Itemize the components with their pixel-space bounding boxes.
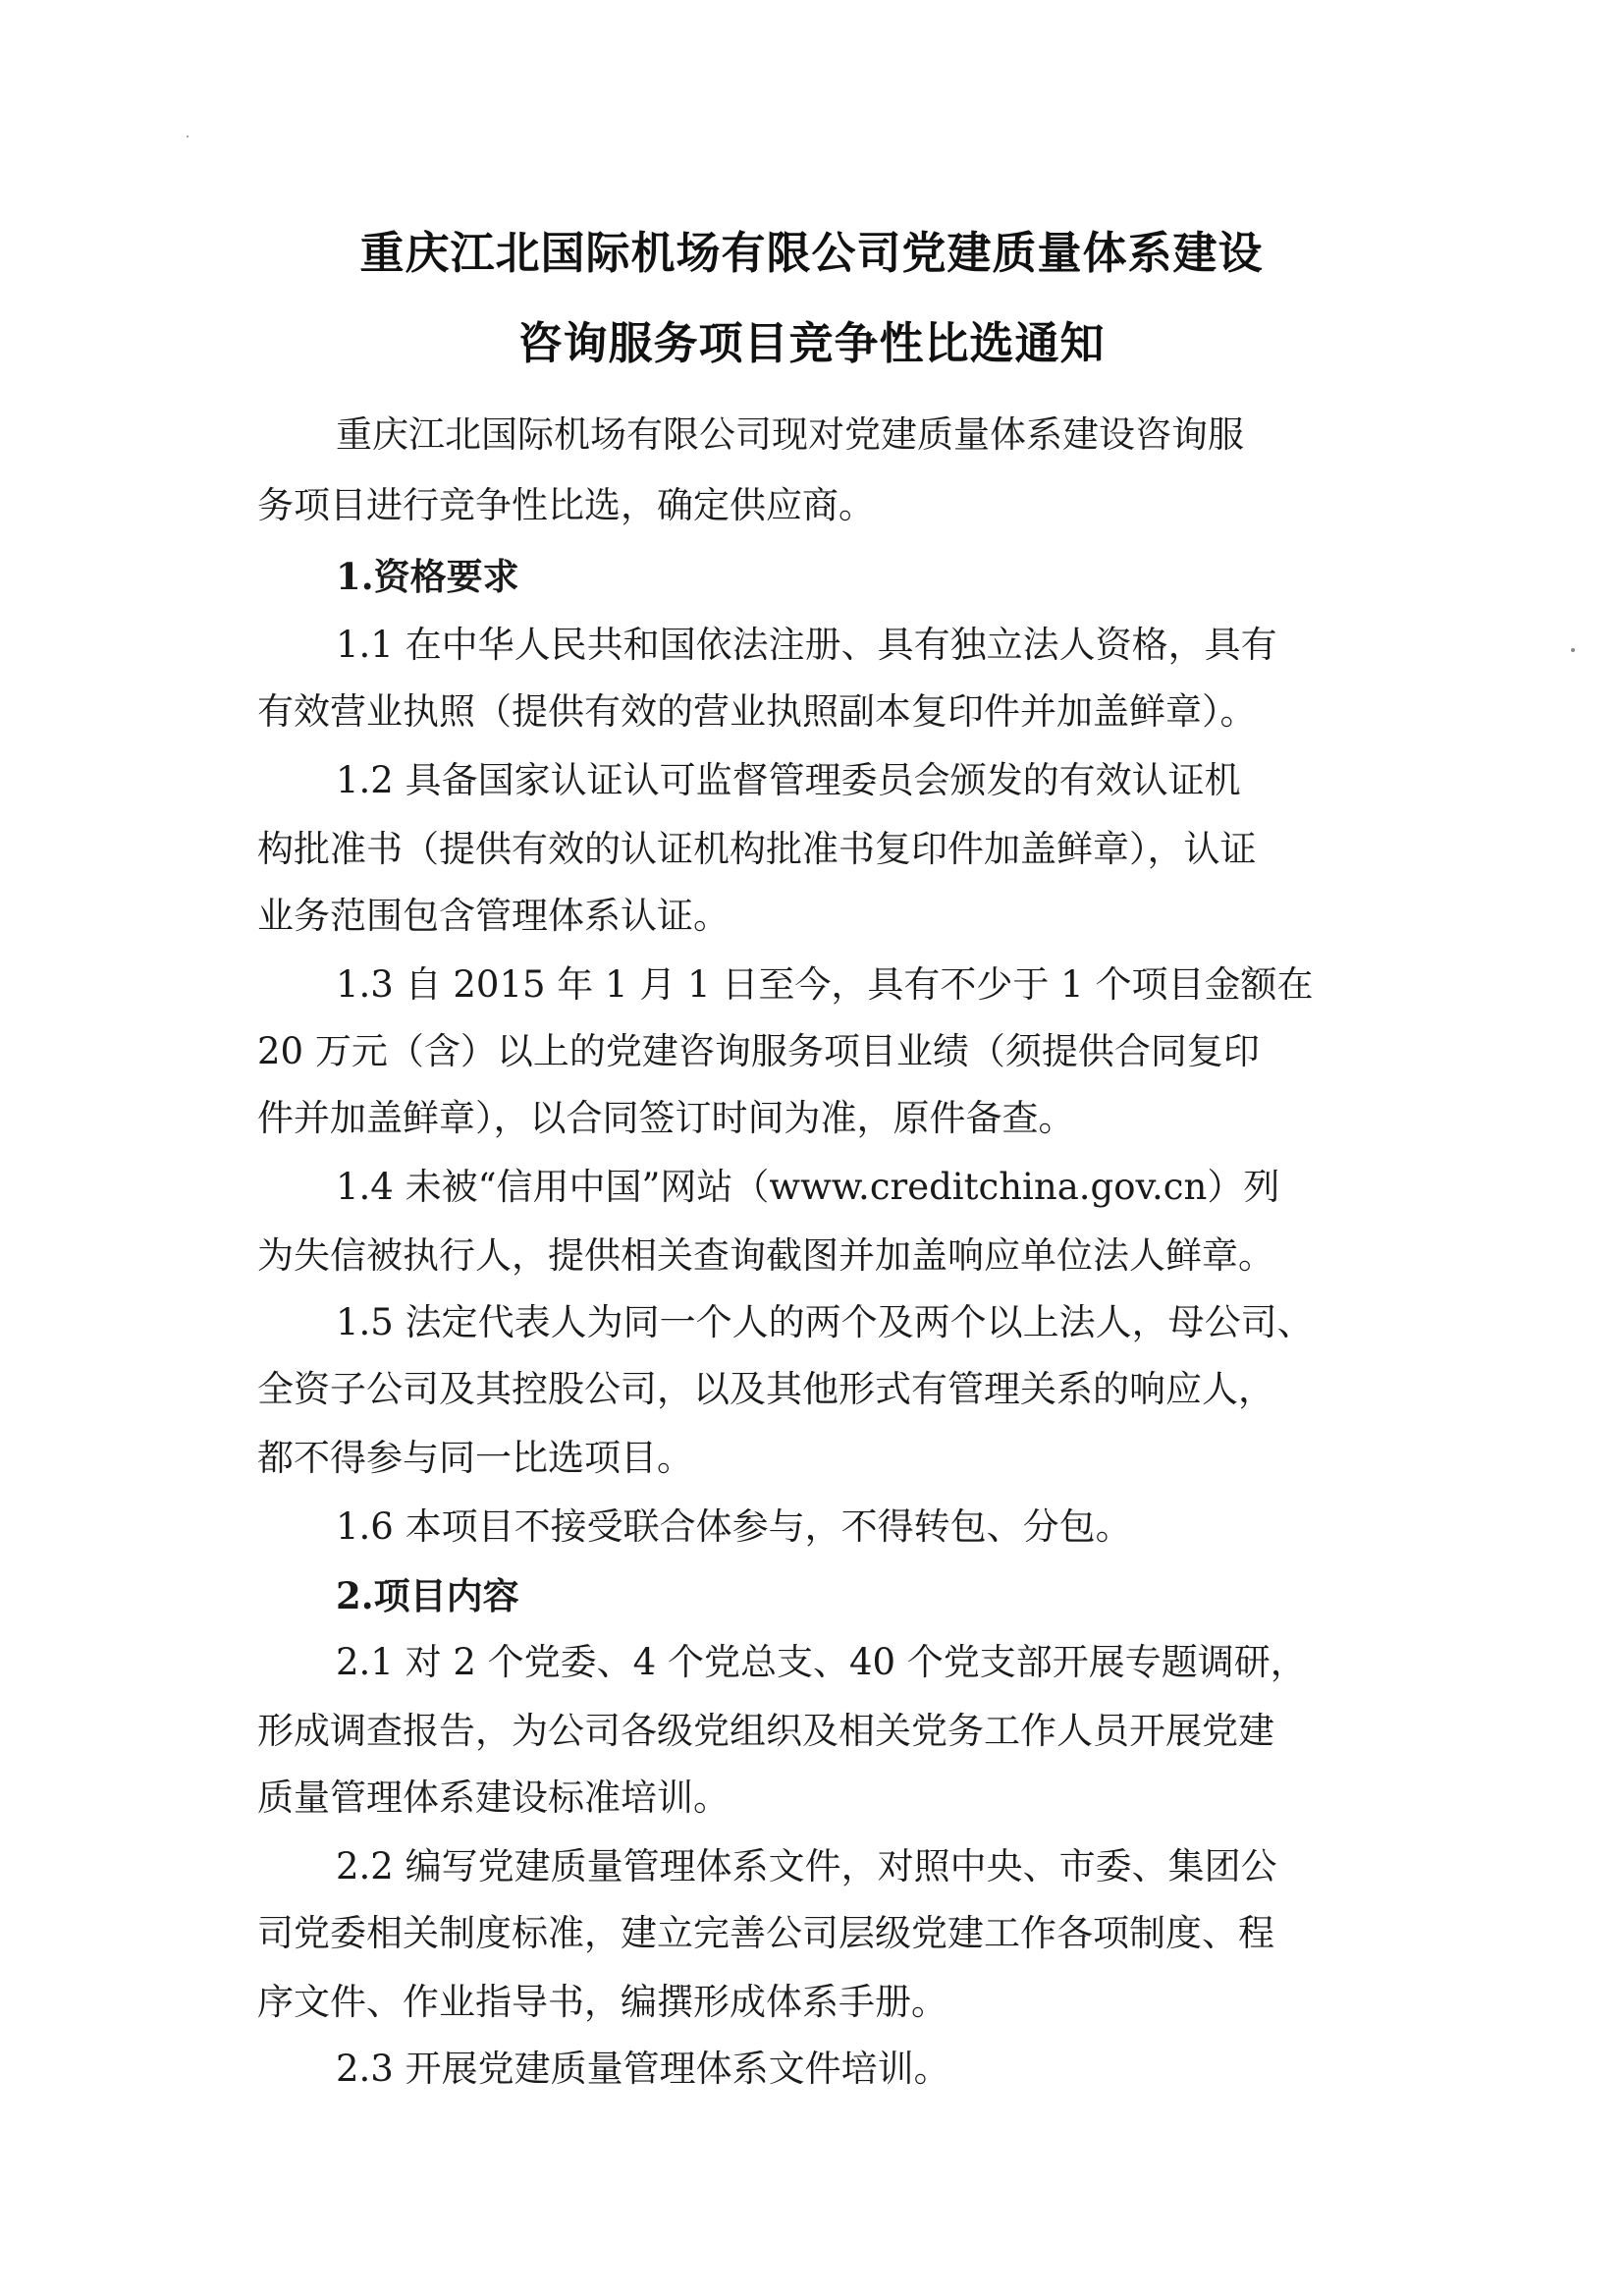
scan-speck	[187, 136, 189, 137]
body-line: 2.3 开展党建质量管理体系文件培训。	[336, 2048, 950, 2090]
body-line: 都不得参与同一比选项目。	[257, 1437, 693, 1479]
body-line: 1.4 未被“信用中国”网站（www.creditchina.gov.cn）列	[336, 1166, 1280, 1208]
body-line: 20 万元（含）以上的党建咨询服务项目业绩（须提供合同复印	[257, 1030, 1260, 1072]
document-title-line-1: 重庆江北国际机场有限公司党建质量体系建设	[359, 227, 1264, 279]
body-line: 重庆江北国际机场有限公司现对党建质量体系建设咨询服	[336, 413, 1244, 456]
body-line: 1.3 自 2015 年 1 月 1 日至今，具有不少于 1 个项目金额在	[336, 963, 1314, 1006]
body-line: 1.6 本项目不接受联合体参与，不得转包、分包。	[336, 1505, 1132, 1548]
body-line: 务项目进行竞争性比选，确定供应商。	[257, 484, 875, 526]
body-line: 业务范围包含管理体系认证。	[257, 895, 730, 937]
body-line: 件并加盖鲜章），以合同签订时间为准，原件备查。	[257, 1097, 1075, 1139]
body-line: 2.1 对 2 个党委、4 个党总支、40 个党支部开展专题调研，	[336, 1641, 1307, 1683]
body-line: 1.5 法定代表人为同一个人的两个及两个以上法人，母公司、	[336, 1301, 1314, 1343]
section-heading-qualifications: 1.资格要求	[336, 555, 519, 598]
document-title-line-2: 咨询服务项目竞争性比选通知	[517, 317, 1106, 369]
body-line: 全资子公司及其控股公司，以及其他形式有管理关系的响应人，	[257, 1368, 1274, 1410]
body-line: 序文件、作业指导书，编撰形成体系手册。	[257, 1981, 947, 2023]
section-heading-project-content: 2.项目内容	[336, 1574, 519, 1617]
body-line: 司党委相关制度标准，建立完善公司层级党建工作各项制度、程	[257, 1912, 1274, 1954]
body-line: 形成调查报告，为公司各级党组织及相关党务工作人员开展党建	[257, 1710, 1274, 1752]
body-line: 1.2 具备国家认证认可监督管理委员会颁发的有效认证机	[336, 759, 1241, 801]
body-line: 构批准书（提供有效的认证机构批准书复印件加盖鲜章），认证	[257, 828, 1257, 870]
body-line: 2.2 编写党建质量管理体系文件，对照中央、市委、集团公	[336, 1845, 1277, 1887]
scan-speck	[1571, 648, 1575, 652]
body-line: 1.1 在中华人民共和国依法注册、具有独立法人资格，具有	[336, 624, 1277, 666]
body-line: 质量管理体系建设标准培训。	[257, 1777, 730, 1819]
body-line: 为失信被执行人，提供相关查询截图并加盖响应单位法人鲜章。	[257, 1234, 1274, 1277]
body-line: 有效营业执照（提供有效的营业执照副本复印件并加盖鲜章）。	[257, 690, 1257, 733]
